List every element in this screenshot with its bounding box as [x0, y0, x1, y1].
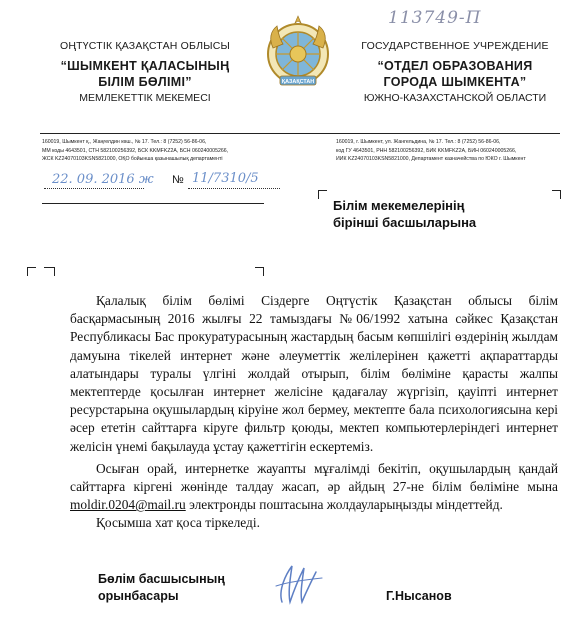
- address-right-line: ИИК KZ24070103KSN5821000, Департамент казначейства по ЮКО г. Шымкент: [336, 156, 526, 163]
- handwritten-signature: [268, 556, 330, 613]
- recipient-corner-tl: [318, 190, 327, 199]
- subject-tick: [44, 267, 55, 276]
- outgoing-number: 11/7310/5: [192, 171, 259, 186]
- coat-of-arms-emblem: [263, 14, 333, 90]
- address-right: [336, 138, 526, 164]
- address-left-line: ММ коды 4643501, СТН 582100256392, БСК KKMFKZ2A, БСН 060240005266,: [42, 147, 229, 154]
- header-right-type: ГОСУДАРСТВЕННОЕ УЧРЕЖДЕНИЕ: [361, 40, 549, 52]
- subject-corner-tl: [27, 267, 36, 276]
- recipient-corner-tr: [552, 190, 561, 199]
- header-left-type: МЕМЛЕКЕТТІК МЕКЕМЕСІ: [79, 92, 211, 104]
- body-paragraph-3: Қосымша хат қоса тіркеледі.: [96, 515, 260, 531]
- header-left-org-line2: БІЛІМ БӨЛІМІ”: [98, 75, 192, 89]
- header-left-region: ОҢТҮСТІК ҚАЗАҚСТАН ОБЛЫСЫ: [60, 40, 230, 52]
- recipient-line2: бірінші басшыларына: [333, 215, 477, 230]
- number-underline: [188, 188, 280, 189]
- email-link[interactable]: moldir.0204@mail.ru: [70, 497, 186, 513]
- letter-body: [70, 292, 558, 533]
- number-sign: №: [172, 174, 184, 186]
- signatory-title: [98, 571, 225, 605]
- header-right-org-line1: “ОТДЕЛ ОБРАЗОВАНИЯ: [377, 59, 533, 73]
- address-left-line: ЖСК KZ24070103KSN5821000, ОҚО бойынша қазынашылық департаменті: [42, 156, 223, 163]
- outgoing-date: 22. 09. 2016 ж: [52, 172, 154, 187]
- body-paragraph-1: Қалалық білім бөлімі Сіздерге Оңтүстік Қазақстан облысы білім басқармасының 2016 жылғы 22 тамыздағы №06/1992 хатына сәйкес Қазақстан Республикасы Бас прокуратурасының жастардың басым көпшілігі өздерінің жылдам дамуына тікелей интернет және әлеуметтік желілерінен қажетті ақпараттарды алатындары туралы үлгіні жолдай отырып, білім бөліміне қарасты жалпы мектептерде қосылған интернет желісіне қадағалау жүргізіп, қауіпті интернет ресурстарына оқушылардың кіруіне жол бермеу, мектепте бала психологиясына кері әсер ететін сайттарға кіруге фильтр қоюды, мектеп компьютерлеріндегі интернет желісін үнемі бақылауда ұстау қажеттігін ескертеміз.: [70, 293, 558, 454]
- address-left: [42, 138, 228, 164]
- recipient-line1: Білім мекемелерінің: [333, 198, 465, 213]
- body-paragraph-2-text: Осыған орай, интернетке жауапты мұғалімді бекітіп, оқушылардың қандай сайттарға кіргені жөнінде талдау жасап, әр айдың 27-не білім бөліміне мына: [70, 460, 558, 495]
- header-right-org-line2: ГОРОДА ШЫМКЕНТА”: [383, 75, 527, 89]
- header-divider: [40, 133, 560, 134]
- registration-mark: 113749-П: [388, 8, 482, 28]
- outgoing-reference: [42, 170, 282, 192]
- header-left: [40, 40, 250, 104]
- emblem-icon: [263, 14, 333, 90]
- body-paragraph-2-tail: электронды поштасына жолдауларыңызды міндеттейд.: [185, 497, 503, 513]
- signatory-title-line1: Бөлім басшысының: [98, 572, 225, 586]
- recipient: [333, 197, 476, 231]
- address-left-line: 160019, Шымкент қ., Жаңғелдин көш., № 17. Тел.: 8 (7252) 56-86-06,: [42, 139, 207, 145]
- body-paragraph-2: [70, 460, 558, 515]
- address-right-line: 160019, г. Шымкент, ул. Жангельдина, № 17. Тел.: 8 (7252) 56-86-06,: [336, 139, 501, 145]
- signatory-title-line2: орынбасары: [98, 589, 179, 603]
- reference-line: [42, 203, 264, 204]
- emblem-caption: ҚАЗАҚСТАН: [281, 79, 315, 85]
- header-right-region: ЮЖНО-КАЗАХСТАНСКОЙ ОБЛАСТИ: [363, 92, 547, 104]
- signatory-name: Г.Нысанов: [386, 589, 452, 603]
- header-left-org-line1: “ШЫМКЕНТ ҚАЛАСЫНЫҢ: [60, 59, 230, 73]
- signature-icon: [268, 556, 330, 608]
- address-right-line: код ГУ 4643501, РНН 582100256392, БИК KKMFKZ2A, БИН 060240005266,: [336, 147, 517, 154]
- date-underline: [44, 188, 144, 189]
- header-right: [345, 40, 565, 104]
- subject-corner-tr: [255, 267, 264, 276]
